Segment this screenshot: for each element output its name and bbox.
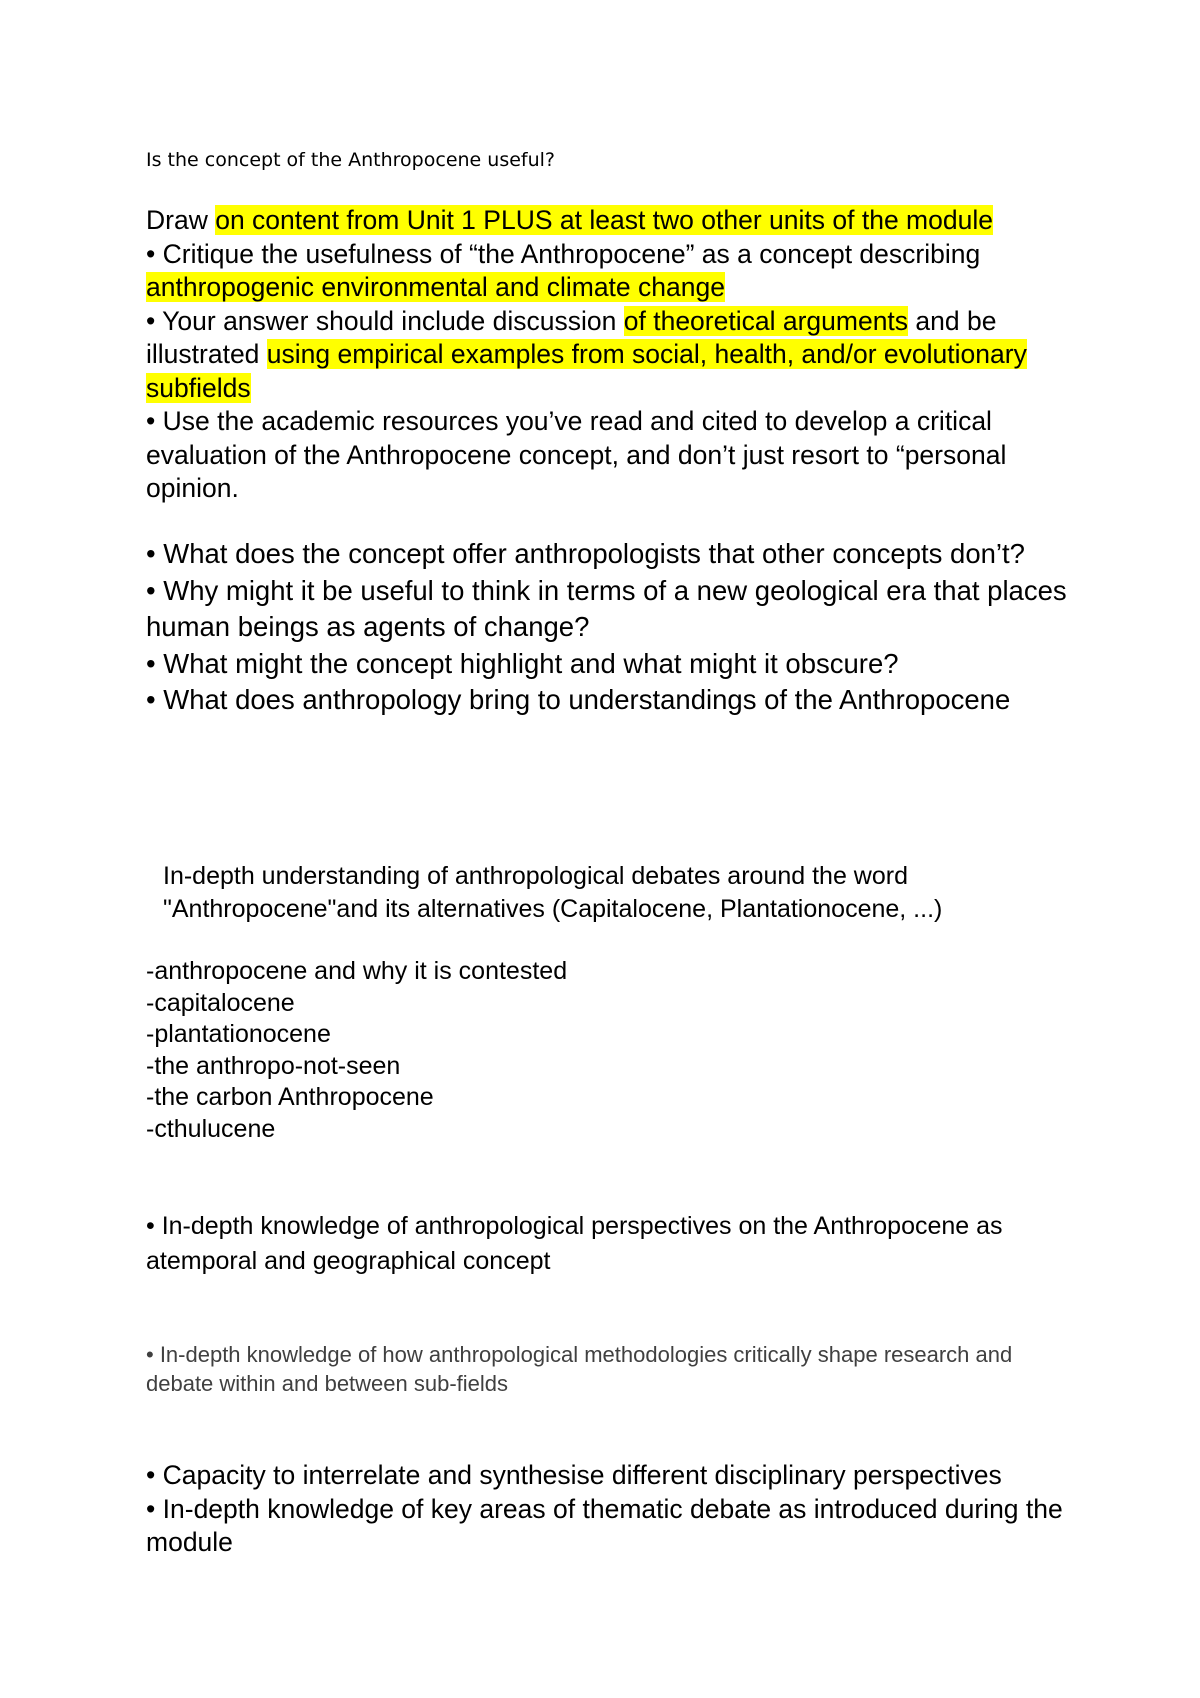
question-item: • What might the concept highlight and what might it obscure? xyxy=(146,647,899,679)
capacity-item: • In-depth knowledge of key areas of thematic debate as introduced during the module xyxy=(146,1493,1063,1557)
knowledge-temporal: • In-depth knowledge of anthropological perspectives on the Anthropocene as atemporal and geographical concept xyxy=(146,1212,1003,1275)
critique-bullet xyxy=(146,238,1076,305)
question-item: • What does anthropology bring to understandings of the Anthropocene xyxy=(146,684,1011,715)
knowledge-methods: • In-depth knowledge of how anthropological methodologies critically shape research and debate within and between sub-fields xyxy=(146,1342,1013,1396)
capacity-item: • Capacity to interrelate and synthesise different disciplinary perspectives xyxy=(146,1460,1002,1490)
draw-prefix: Draw xyxy=(146,205,216,235)
answer-mid-text: and be illustrated xyxy=(146,305,997,369)
capacities-section xyxy=(146,1459,1086,1560)
understanding-intro: In-depth understanding of anthropological debates around the word "Anthropocene"and its alternatives (Capitalocene, Plantationocene, ...) xyxy=(163,862,943,923)
term-item: -anthropocene and why it is contested xyxy=(146,957,568,985)
questions-section xyxy=(146,536,1076,719)
alternative-terms-list xyxy=(146,956,1076,1145)
term-item: -the anthropo-not-seen xyxy=(146,1051,401,1080)
term-item: -the carbon Anthropocene xyxy=(146,1083,434,1111)
instructions-section xyxy=(146,204,1076,506)
term-item: -capitalocene xyxy=(146,988,295,1017)
term-item: -plantationocene xyxy=(146,1020,331,1048)
document-title: Is the concept of the Anthropocene useful? xyxy=(146,149,556,171)
question-item: • Why might it be useful to think in terms of a new geological era that places human beings as agents of change? xyxy=(146,574,1067,642)
critique-highlight: anthropogenic environmental and climate change xyxy=(146,272,725,302)
answer-highlight-theory: of theoretical arguments xyxy=(623,305,909,336)
draw-instruction xyxy=(146,204,1076,238)
draw-highlight: on content from Unit 1 PLUS at least two other units of the module xyxy=(215,205,993,235)
resources-bullet: • Use the academic resources you’ve read and cited to develop a critical evaluation of the Anthropocene concept, and don’t just resort to “personal opinion. xyxy=(146,406,1007,503)
answer-bullet xyxy=(146,305,1076,406)
term-item: -cthulucene xyxy=(146,1114,276,1143)
critique-text: • Critique the usefulness of “the Anthropocene” as a concept describing xyxy=(146,238,981,269)
question-item: • What does the concept offer anthropologists that other concepts don’t? xyxy=(146,538,1025,569)
answer-highlight-examples: using empirical examples from social, health, and/or evolutionary subfields xyxy=(146,339,1027,403)
answer-text: • Your answer should include discussion xyxy=(146,305,624,336)
